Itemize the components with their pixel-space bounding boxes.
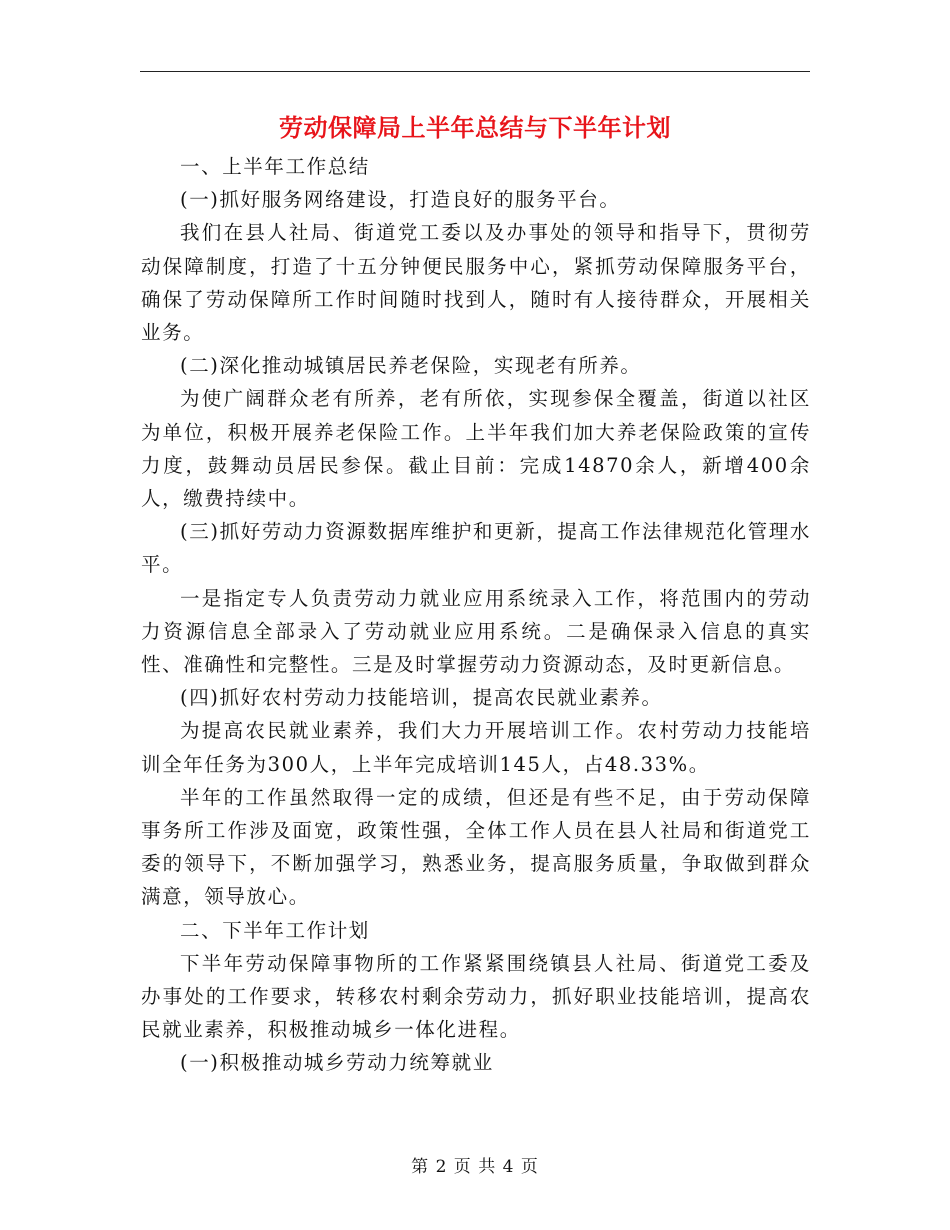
document-body [141,150,811,1080]
subheading-1: (一)抓好服务网络建设，打造良好的服务平台。 [180,188,621,212]
subheading-4: (四)抓好农村劳动力技能培训，提高农民就业素养。 [180,686,663,710]
subheading-3: (三)抓好劳动力资源数据库维护和更新，提高工作法律规范化管理水平。 [141,520,811,577]
header-rule [140,71,810,72]
page-number: 第 2 页 共 4 页 [411,1157,539,1177]
subheading-5: (一)积极推动城乡劳动力统筹就业 [180,1051,494,1075]
heading-first-half-summary: 一、上半年工作总结 [180,155,370,178]
paragraph: 半年的工作虽然取得一定的成绩，但还是有些不足，由于劳动保障事务所工作涉及面宽，政策性强，全体工作人员在县人社局和街道党工委的领导下，不断加强学习，熟悉业务，提高服务质量，争取做到群众满意，领导放心。 [141,785,811,909]
paragraph: 下半年劳动保障事物所的工作紧紧围绕镇县人社局、街道党工委及办事处的工作要求，转移农村剩余劳动力，抓好职业技能培训，提高农民就业素养，积极推动城乡一体化进程。 [141,951,811,1042]
paragraph: 为提高农民就业素养，我们大力开展培训工作。农村劳动力技能培训全年任务为300人，上半年完成培训145人，占48.33%。 [141,719,811,776]
paragraph: 为使广阔群众老有所养，老有所依，实现参保全覆盖，街道以社区为单位，积极开展养老保险工作。上半年我们加大养老保险政策的宣传力度，鼓舞动员居民参保。截止目前：完成14870余人，新增400余人，缴费持续中。 [141,387,811,511]
paragraph: 一是指定专人负责劳动力就业应用系统录入工作，将范围内的劳动力资源信息全部录入了劳动就业应用系统。二是确保录入信息的真实性、准确性和完整性。三是及时掌握劳动力资源动态，及时更新信息。 [141,586,811,677]
document-title: 劳动保障局上半年总结与下半年计划 [279,114,671,142]
paragraph: 我们在县人社局、街道党工委以及办事处的领导和指导下，贯彻劳动保障制度，打造了十五分钟便民服务中心，紧抓劳动保障服务平台，确保了劳动保障所工作时间随时找到人，随时有人接待群众，开展相关业务。 [141,221,811,345]
heading-second-half-plan: 二、下半年工作计划 [180,918,370,942]
subheading-2: (二)深化推动城镇居民养老保险，实现老有所养。 [180,354,642,378]
